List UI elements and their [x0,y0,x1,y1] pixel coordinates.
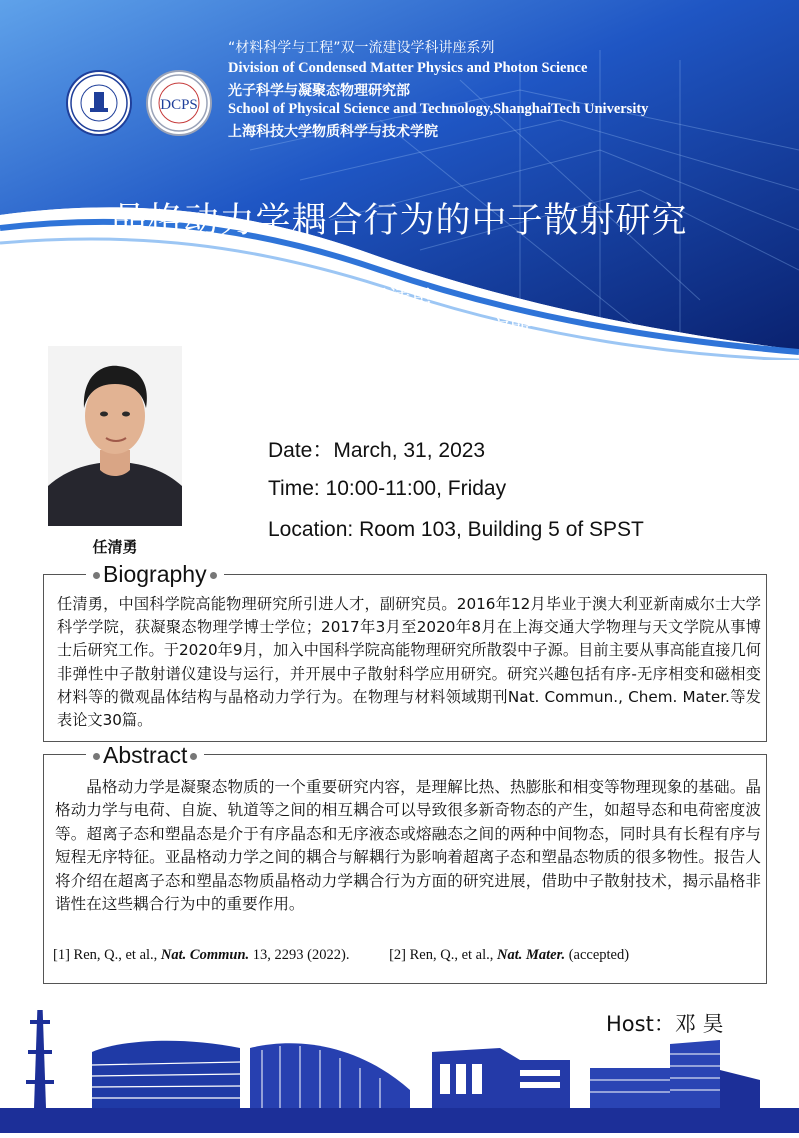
tower-icon [26,1010,54,1108]
reference-2-details: (accepted) [565,947,630,963]
biography-text: 任清勇，中国科学院高能物理研究所引进人才，副研究员。2016年12月毕业于澳大利亚新南威尔士大学科学学院，获凝聚态物理学博士学位；2017年3月至2020年8月在上海交通大学物理与天文学院从事博士后研究工作。于2020年9月，加入中国科学院高能物理研究所散裂中子源。目前主要从事高能直接几何非弹性中子散射谱仪建设与运行，并开展中子散射科学应用研究。研究兴趣包括有序-无序相变和磁相变材料等的微观晶体结构与晶格动力学行为。在物理与材料领域期刊Nat. Commun., Chem. Mater.等发表论文30篇。 [57,595,761,730]
bullet-dot-icon [93,753,100,760]
division-name-cn: 光子科学与凝聚态物理研究部 [228,83,410,99]
bullet-dot-icon [93,572,100,579]
reference-1-details: 13, 2293 (2022). [249,947,350,963]
abstract-heading-text: Abstract [103,742,188,768]
reference-2-journal: Nat. Mater. [497,947,566,963]
event-time: Time: 10:00-11:00, Friday [268,477,507,500]
speaker-name: 任清勇 [366,287,433,312]
reference-2 [389,947,629,963]
photo-caption: 任清勇 [92,538,138,556]
speaker-institution: 中国科学院高能物理研究所 [267,318,532,343]
bullet-dot-icon [190,753,197,760]
reference-1-authors: [1] Ren, Q., et al., [53,947,161,963]
school-name-en: School of Physical Science and Technology,ShanghaiTech University [228,101,649,117]
event-date: Date：March, 31, 2023 [268,439,486,462]
event-location: Location: Room 103, Building 5 of SPST [268,518,644,541]
biography-heading-text: Biography [103,561,207,587]
school-name-cn: 上海科技大学物质科学与技术学院 [228,124,438,140]
reference-2-authors: [2] Ren, Q., et al., [389,947,497,963]
lecture-series: “材料科学与工程”双一流建设学科讲座系列 [228,40,495,56]
speaker-photo [48,346,182,526]
division-name-en: Division of Condensed Matter Physics and Photon Science [228,60,588,76]
references [53,947,629,964]
abstract-text: 晶格动力学是凝聚态物质的一个重要研究内容，是理解比热、热膨胀和相变等物理现象的基础。晶格动力学与电荷、自旋、轨道等之间的相互耦合可以导致很多新奇物态的产生，如超导态和电荷密度波等。超离子态和塑晶态是介于有序晶态和无序液态或熔融态之间的两种中间物态，同时具有长程有序与短程无序特征。亚晶格动力学之间的耦合与解耦行为影响着超离子态和塑晶态物质的很多物性。报告人将介绍在超离子态和塑晶态物质晶格动力学耦合行为方面的研究进展，借助中子散射技术，揭示晶格非谐性在这些耦合行为中的重要作用。 [55,778,761,914]
svg-text:DCPS: DCPS [160,97,198,113]
campus-skyline [0,1010,799,1133]
reference-1 [53,947,349,963]
dcps-logo [146,70,212,136]
host: Host：邓 昊 [606,1012,724,1036]
biography-heading [86,561,224,588]
talk-title: 晶格动力学耦合行为的中子散射研究 [111,201,688,241]
abstract-heading [86,742,204,769]
reference-1-journal: Nat. Commun. [160,947,250,963]
shanghaitech-logo [66,70,132,136]
bullet-dot-icon [210,572,217,579]
